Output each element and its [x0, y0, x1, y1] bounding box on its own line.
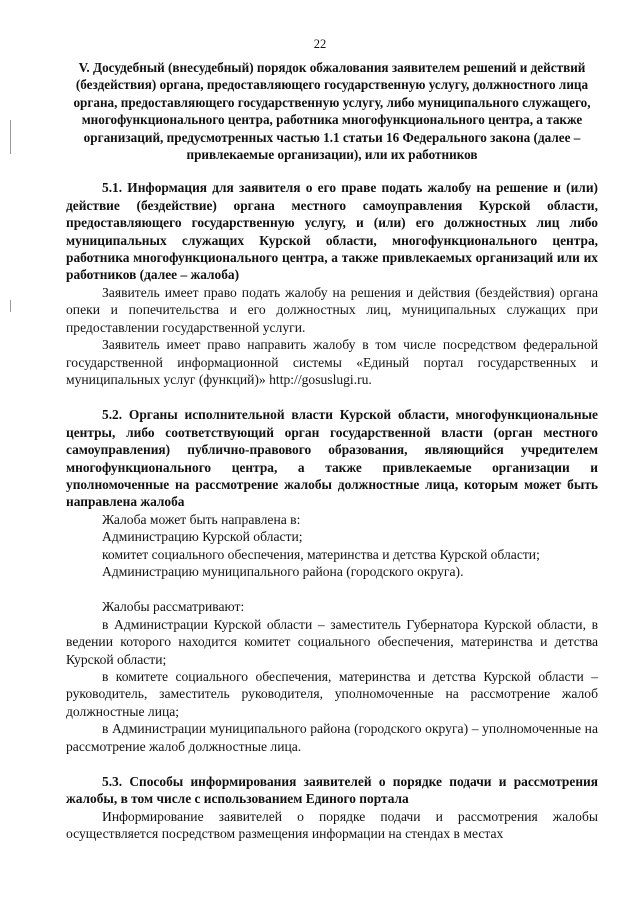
spacer [66, 755, 598, 773]
reviewer-item: в комитете социального обеспечения, материнства и детства Курской области – руководитель, заместитель руководителя, уполномоченные на рассмотрение жалоб должностные лица; [66, 669, 598, 719]
document-body [66, 59, 598, 843]
recipient-item: Администрацию Курской области; [102, 529, 303, 545]
page-number: 22 [313, 37, 327, 51]
section-5-3-paragraph: Информирование заявителей о порядке подачи и рассмотрения жалобы осуществляется посредством размещения информации на стендах в местах [66, 808, 598, 842]
recipient-item: Администрацию муниципального района (городского округа). [102, 563, 464, 579]
reviewer-item: в Администрации муниципального района (городского округа) – уполномоченные на рассмотрение жалоб должностные лица. [66, 721, 598, 754]
spacer [66, 580, 598, 598]
section-5-1-paragraph: Заявитель имеет право направить жалобу в том числе посредством федеральной государственной информационной системы «Единый портал государственных и муниципальных услуг (функций)» http://gosuslugi.ru. [66, 337, 598, 387]
section-5-2-intro: Жалоба может быть направлена в: [102, 511, 301, 527]
reviewers-intro: Жалобы рассматривают: [102, 599, 245, 615]
scan-margin-mark [10, 120, 11, 154]
section-v-title: V. Досудебный (внесудебный) порядок обжалования заявителем решений и действий (бездействия) органа, предоставляющего государственную услугу, должностного лица органа, предоставляющего государственную услугу, либо муниципального служащего, многофункционального центра, работника многофункционального центра, а также организаций, предусмотренных частью 1.1 статьи 16 Федерального закона (далее – привлекаемые организации), или их работников [73, 60, 591, 163]
section-5-1-paragraph: Заявитель имеет право подать жалобу на решения и действия (бездействия) органа опеки и попечительства и его должностных лиц, муниципальных служащих при предоставлении государственной услуги. [66, 284, 598, 335]
spacer [66, 388, 598, 406]
reviewer-item: в Администрации Курской области – заместитель Губернатора Курской области, в ведении которого находится комитет социального обеспечения, материнства и детства Курской области; [66, 616, 598, 667]
section-5-2-heading: 5.2. Органы исполнительной власти Курской области, многофункциональные центры, либо соответствующий орган государственной власти (орган местного самоуправления) публично-правового образования, являющийся учредителем многофункционального центра, а также привлекаемые организации и уполномоченные на рассмотрение жалобы должностные лица, которым может быть направлена жалоба [66, 407, 598, 510]
section-5-3-heading: 5.3. Способы информирования заявителей о порядке подачи и рассмотрения жалобы, в том числе с использованием Единого портала [66, 774, 598, 807]
recipient-item: комитет социального обеспечения, материнства и детства Курской области; [102, 546, 540, 562]
scan-margin-mark [10, 300, 11, 312]
section-5-1-heading: 5.1. Информация для заявителя о его праве подать жалобу на решение и (или) действие (бездействие) органа местного самоуправления Курской области, предоставляющего государственную услугу, и (или) его должностных лиц либо муниципальных служащих Курской области, многофункционального центра, работника многофункционального центра, а также привлекаемых организаций или их работников (далее – жалоба) [66, 180, 598, 283]
